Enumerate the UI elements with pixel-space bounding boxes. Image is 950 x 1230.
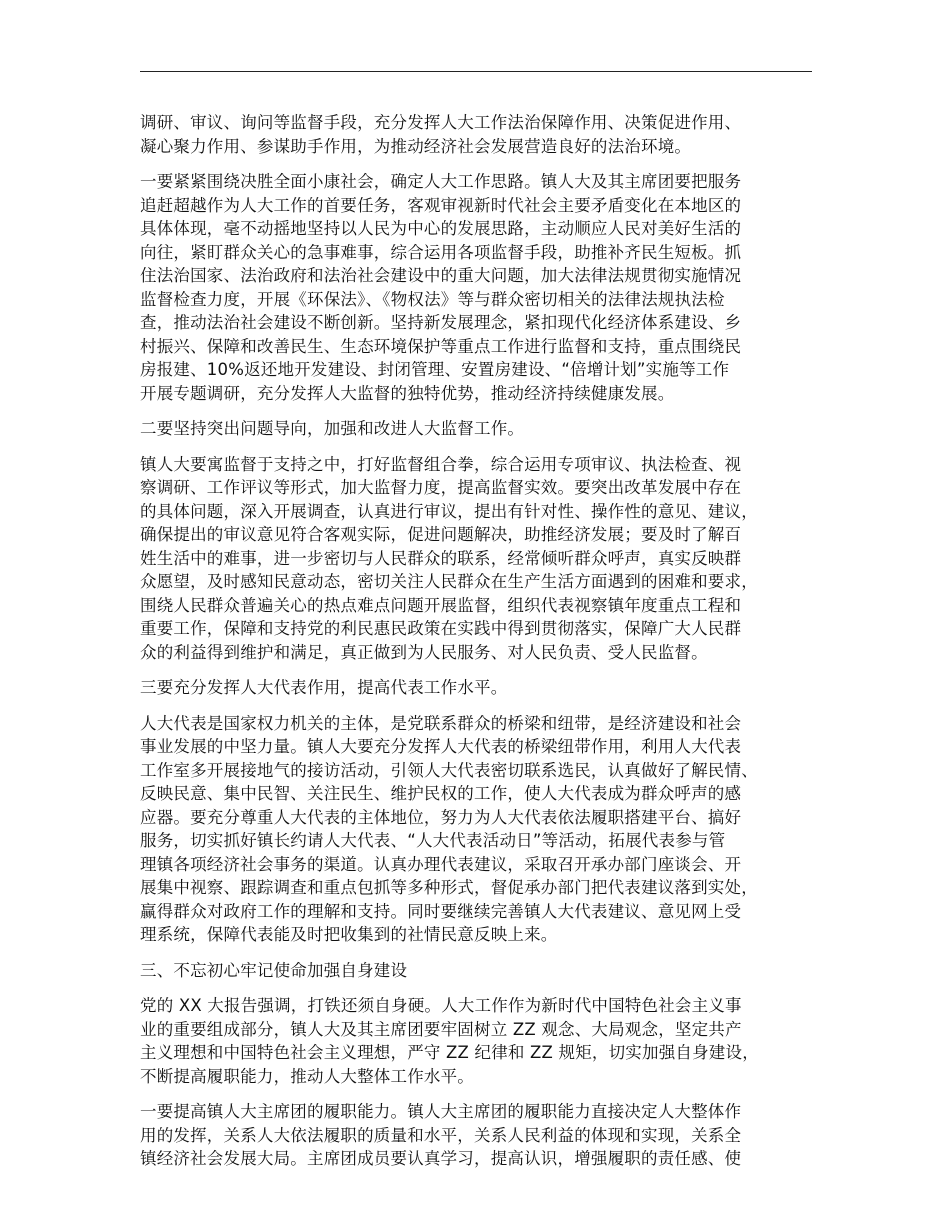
paragraph-2: 一要紧紧围绕决胜全面小康社会，确定人大工作思路。镇人大及其主席团要把服务 追赶超越作为人大工作的首要任务，客观审视新时代社会主要矛盾变化在本地区的 具体体现，毫不动摇地坚持以人民为中心的发展思路，主动顺应人民对美好生活的 向往，紧盯群众关心的急事难事，综合运用各项监督手段，助推补齐民生短板。抓 住法治国家、法治政府和法治社会建设中的重大问题，加大法律法规贯彻实施情况 监督检查力度，开展《环保法》、《物权法》等与群众密切相关的法律法规执法检 查，推动法治社会建设不断创新。坚持新发展理念，紧扣现代化经济体系建设、乡 村振兴、保障和改善民生、生态环境保护等重点工作进行监督和支持，重点围绕民 房报建、10%返还地开发建设、封闭管理、安置房建设、“倍增计划”实施等工作 开展专题调研，充分发挥人大监督的独特优势，推动经济持续健康发展。	[140, 172, 742, 403]
paragraph-3-heading: 二要坚持突出问题导向，加强和改进人大监督工作。	[140, 419, 525, 438]
paragraph-1: 调研、审议、询问等监督手段，充分发挥人大工作法治保障作用、决策促进作用、 凝心聚力作用、参谋助手作用，为推动经济社会发展营造良好的法治环境。	[140, 113, 742, 156]
paragraph-4: 镇人大要寓监督于支持之中，打好监督组合拳，综合运用专项审议、执法检查、视 察调研、工作评议等形式，加大监督力度，提高监督实效。要突出改革发展中存在 的具体问题，深入开展调查，认真进行审议，提出有针对性、操作性的意见、建议， 确保提出的审议意见符合客观实际，促进问题解决，助推经济发展；要及时了解百 姓生活中的难事，进一步密切与人民群众的联系，经常倾听群众呼声，真实反映群 众愿望，及时感知民意动态，密切关注人民群众在生产生活方面遇到的困难和要求， 围绕人民群众普遍关心的热点难点问题开展监督，组织代表视察镇年度重点工程和 重要工作，保障和支持党的利民惠民政策在实践中得到贯彻落实，保障广大人民群 众的利益得到维护和满足，真正做到为人民服务、对人民负责、受人民监督。	[140, 454, 758, 662]
paragraph-5-heading: 三要充分发挥人大代表作用，提高代表工作水平。	[140, 678, 508, 697]
document-page	[140, 0, 812, 1230]
section-heading: 三、不忘初心牢记使命加强自身建设	[140, 960, 408, 980]
paragraph-9: 一要提高镇人大主席团的履职能力。镇人大主席团的履职能力直接决定人大整体作 用的发挥，关系人大依法履职的质量和水平，关系人民利益的体现和实现，关系全 镇经济社会发展大局。主席团成员要认真学习，提高认识，增强履职的责任感、使	[140, 1102, 742, 1168]
header-rule	[140, 71, 812, 72]
paragraph-8: 党的 XX 大报告强调，打铁还须自身硬。人大工作作为新时代中国特色社会主义事 业的重要组成部分，镇人大及其主席团要牢固树立 ZZ 观念、大局观念，坚定共产 主义理想和中国特色社会主义理想，严守 ZZ 纪律和 ZZ 规矩，切实加强自身建设， 不断提高履职能力，推动人大整体工作水平。	[140, 996, 759, 1086]
document-body	[140, 111, 812, 1183]
paragraph-6: 人大代表是国家权力机关的主体，是党联系群众的桥梁和纽带，是经济建设和社会 事业发展的中坚力量。镇人大要充分发挥人大代表的桥梁纽带作用，利用人大代表 工作室多开展接地气的接访活动，引领人大代表密切联系选民，认真做好了解民情、 反映民意、集中民智、关注民生、维护民权的工作，使人大代表成为群众呼声的感 应器。要充分尊重人大代表的主体地位，努力为人大代表依法履职搭建平台、搞好 服务，切实抓好镇长约请人大代表、“人大代表活动日”等活动，拓展代表参与管 理镇各项经济社会事务的渠道。认真办理代表建议，采取召开承办部门座谈会、开 展集中视察、跟踪调查和重点包抓等多种形式，督促承办部门把代表建议落到实处， 赢得群众对政府工作的理解和支持。同时要继续完善镇人大代表建议、意见网上受 理系统，保障代表能及时把收集到的社情民意反映上来。	[140, 713, 758, 944]
